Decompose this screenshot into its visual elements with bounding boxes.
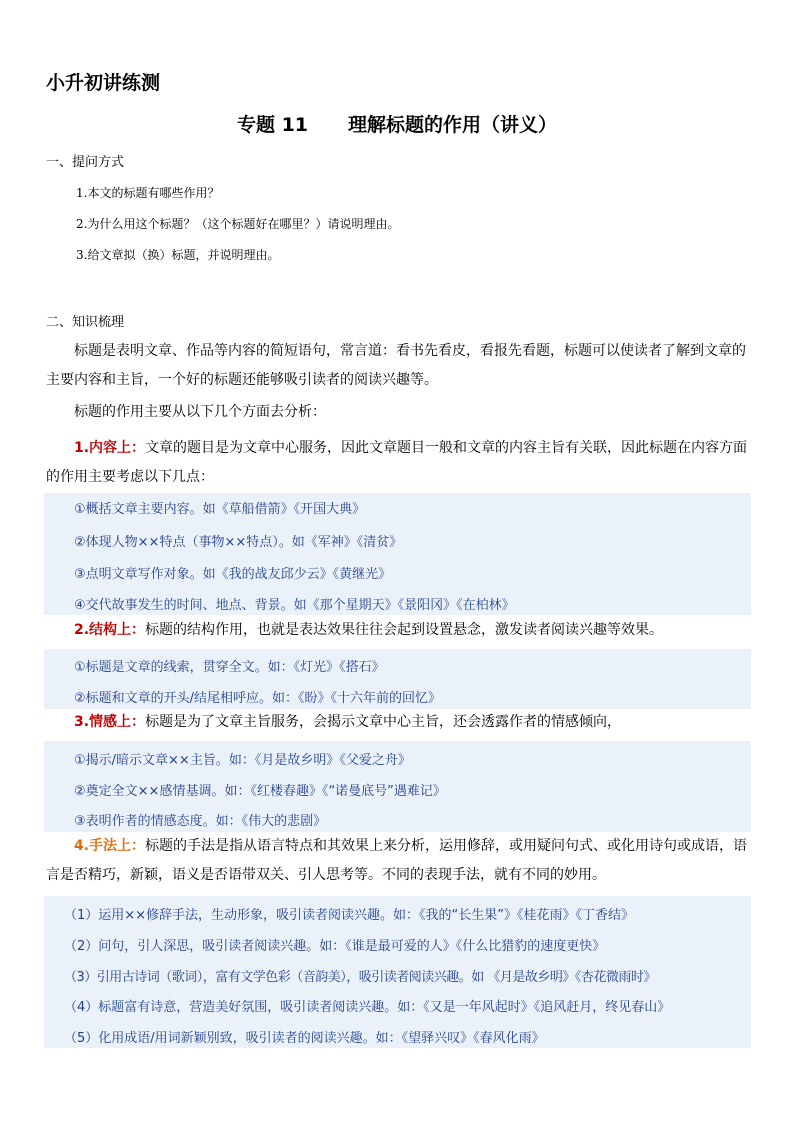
emotion-item-1: ①揭示/暗示文章××主旨。如：《月是故乡明》《父爱之舟》 [74, 753, 411, 768]
content-paragraph [46, 434, 751, 492]
emotion-item-2: ②奠定全文××感情基调。如：《红楼春趣》《“诺曼底号”遇难记》 [74, 784, 446, 799]
question-2: 2.为什么用这个标题？（这个标题好在哪里？）请说明理由。 [76, 217, 400, 231]
intro-text: 标题是表明文章、作品等内容的简短语句，常言道：看书先看皮，看报先看题，标题可以使读者了解到文章的主要内容和主旨，一个好的标题还能够吸引读者的阅读兴趣等。 [46, 343, 746, 388]
lead-text: 标题的作用主要从以下几个方面去分析： [74, 404, 326, 420]
topic-number: 专题 11 [236, 114, 309, 136]
intro-paragraph [46, 337, 751, 395]
structure-item-1: ①标题是文章的线索，贯穿全文。如：《灯光》《搭石》 [74, 660, 385, 675]
structure-label: 2.结构上： [74, 622, 146, 638]
content-text: 文章的题目是为文章中心服务，因此文章题目一般和文章的内容主旨有关联，因此标题在内容方面的作用主要考虑以下几点： [46, 440, 748, 485]
technique-paragraph [46, 832, 751, 890]
emotion-label: 3.情感上： [74, 714, 146, 730]
structure-text: 标题的结构作用，也就是表达效果往往会起到设置悬念，激发读者阅读兴趣等效果。 [145, 622, 664, 638]
technique-text: 标题的手法是指从语言特点和其效果上来分析，运用修辞，或用疑问句式、或化用诗句或成语，语言是否精巧，新颖，语义是否语带双关、引人思考等。不同的表现手法，就有不同的妙用。 [46, 838, 748, 883]
topic-name: 理解标题的作用（讲义） [348, 114, 558, 136]
technique-label: 4.手法上： [74, 838, 146, 854]
section1-heading: 一、提问方式 [46, 155, 125, 170]
emotion-item-3: ③表明作者的情感态度。如：《伟大的悲剧》 [74, 814, 327, 829]
technique-item-5: （5）化用成语/用词新颖别致，吸引读者的阅读兴趣。如：《望驿兴叹》《春风化雨》 [64, 1031, 545, 1046]
technique-item-2: （2）问句，引人深思，吸引读者阅读兴趣。如：《谁是最可爱的人》《什么比猎豹的速度更快》 [64, 939, 606, 954]
technique-item-3: （3）引用古诗词（歌词），富有文学色彩（音韵美），吸引读者阅读兴趣。如 《月是故乡明》《杏花微雨时》 [64, 970, 656, 985]
content-item-2: ②体现人物××特点（事物××特点）。如《军神》《清贫》 [74, 535, 403, 550]
emotion-text: 标题是为了文章主旨服务，会揭示文章中心主旨，还会透露作者的情感倾向， [145, 714, 622, 730]
content-item-1: ①概括文章主要内容。如《草船借箭》《开国大典》 [74, 502, 366, 517]
structure-item-2: ②标题和文章的开头/结尾相呼应。如：《盼》《十六年前的回忆》 [74, 691, 442, 706]
question-1: 1.本文的标题有哪些作用？ [76, 186, 220, 200]
emotion-paragraph [46, 708, 751, 737]
structure-paragraph [46, 616, 751, 645]
lead-paragraph [46, 398, 751, 427]
technique-item-1: （1）运用××修辞手法，生动形象，吸引读者阅读兴趣。如：《我的“长生果”》《桂花雨》《丁香结》 [64, 908, 635, 923]
technique-item-4: （4）标题富有诗意，营造美好氛围，吸引读者阅读兴趣。如：《又是一年风起时》《追风赶月，终见春山》 [64, 1000, 671, 1015]
topic-title [0, 110, 794, 137]
question-3: 3.给文章拟（换）标题，并说明理由。 [76, 248, 280, 262]
section2-heading: 二、知识梳理 [46, 315, 125, 330]
content-item-4: ④交代故事发生的时间、地点、背景。如《那个星期天》《景阳冈》《在柏林》 [74, 598, 515, 613]
content-item-3: ③点明文章写作对象。如《我的战友邱少云》《黄继光》 [74, 567, 392, 582]
doc-title: 小升初讲练测 [46, 72, 161, 94]
content-label: 1.内容上： [74, 440, 146, 456]
